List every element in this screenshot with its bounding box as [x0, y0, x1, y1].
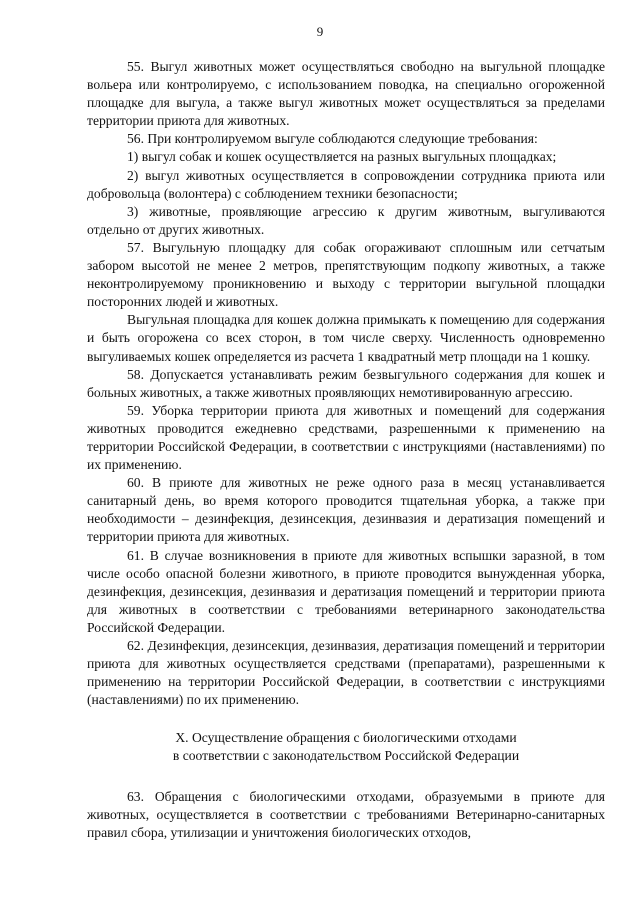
- paragraph-57: 57. Выгульную площадку для собак огораживают сплошным или сетчатым забором высотой не менее 2 метров, препятствующим подкопу животных, а также неконтролируемому проникновению и выходу с территории выгульной площадки посторонних людей и животных.: [87, 239, 605, 310]
- document-body: [87, 58, 605, 842]
- list-item-56-1: 1) выгул собак и кошек осуществляется на разных выгульных площадках;: [127, 149, 557, 165]
- list-item-56-2: 2) выгул животных осуществляется в сопровождении сотрудника приюта или добровольца (волонтера) с соблюдением техники безопасности;: [87, 167, 605, 201]
- paragraph-63: 63. Обращения с биологическими отходами, образуемыми в приюте для животных, осуществляется в соответствии с требованиями Ветеринарно-санитарных правил сбора, утилизации и уничтожения биологических отходов,: [87, 788, 605, 840]
- paragraph-61: 61. В случае возникновения в приюте для животных вспышки заразной, в том числе особо опасной болезни животного, в приюте проводится вынужденная уборка, дезинфекция, дезинсекция, дезинвазия и дератизация помещений и территории приюта для животных в соответствии с требованиями ветеринарного законодательства Российской Федерации.: [87, 547, 605, 635]
- section-heading-line-2: в соответствии с законодательством Российской Федерации: [172, 748, 520, 764]
- paragraph-56: 56. При контролируемом выгуле соблюдаются следующие требования:: [127, 131, 538, 147]
- section-heading: [87, 729, 605, 765]
- page-number: 9: [316, 24, 324, 39]
- paragraph-55: 55. Выгул животных может осуществляться свободно на выгульной площадке вольера или контролируемо, с использованием поводка, на специально огороженной площадке для выгула, а также выгул животных может осуществляться за пределами территории приюта для животных.: [87, 59, 605, 129]
- section-heading-line-1: X. Осуществление обращения с биологическими отходами: [175, 730, 517, 746]
- paragraph-57-cats: Выгульная площадка для кошек должна примыкать к помещению для содержания и быть огорожена со всех сторон, в том числе сверху. Численность одновременно выгуливаемых кошек определяется из расчета 1 квадратный метр площади на 1 кошку.: [87, 312, 605, 364]
- paragraph-59: 59. Уборка территории приюта для животных и помещений для содержания животных проводится ежедневно средствами, разрешенными к применению на территории Российской Федерации, в соответствии с инструкциями (наставлениями) по их применению.: [87, 402, 605, 473]
- paragraph-58: 58. Допускается устанавливать режим безвыгульного содержания для кошек и больных животных, а также животных проявляющих немотивированную агрессию.: [87, 366, 605, 400]
- paragraph-62: 62. Дезинфекция, дезинсекция, дезинвазия, дератизация помещений и территории приюта для животных осуществляется средствами (препаратами), разрешенными к применению на территории Российской Федерации, в соответствии с инструкциями (наставлениями) по их применению.: [87, 638, 605, 708]
- list-item-56-3: 3) животные, проявляющие агрессию к другим животным, выгуливаются отдельно от других животных.: [87, 203, 605, 237]
- paragraph-60: 60. В приюте для животных не реже одного раза в месяц устанавливается санитарный день, во время которого проводится тщательная уборка, а также при необходимости – дезинфекция, дезинсекция, дезинвазия и дератизация помещений и территории приюта для животных.: [87, 475, 605, 545]
